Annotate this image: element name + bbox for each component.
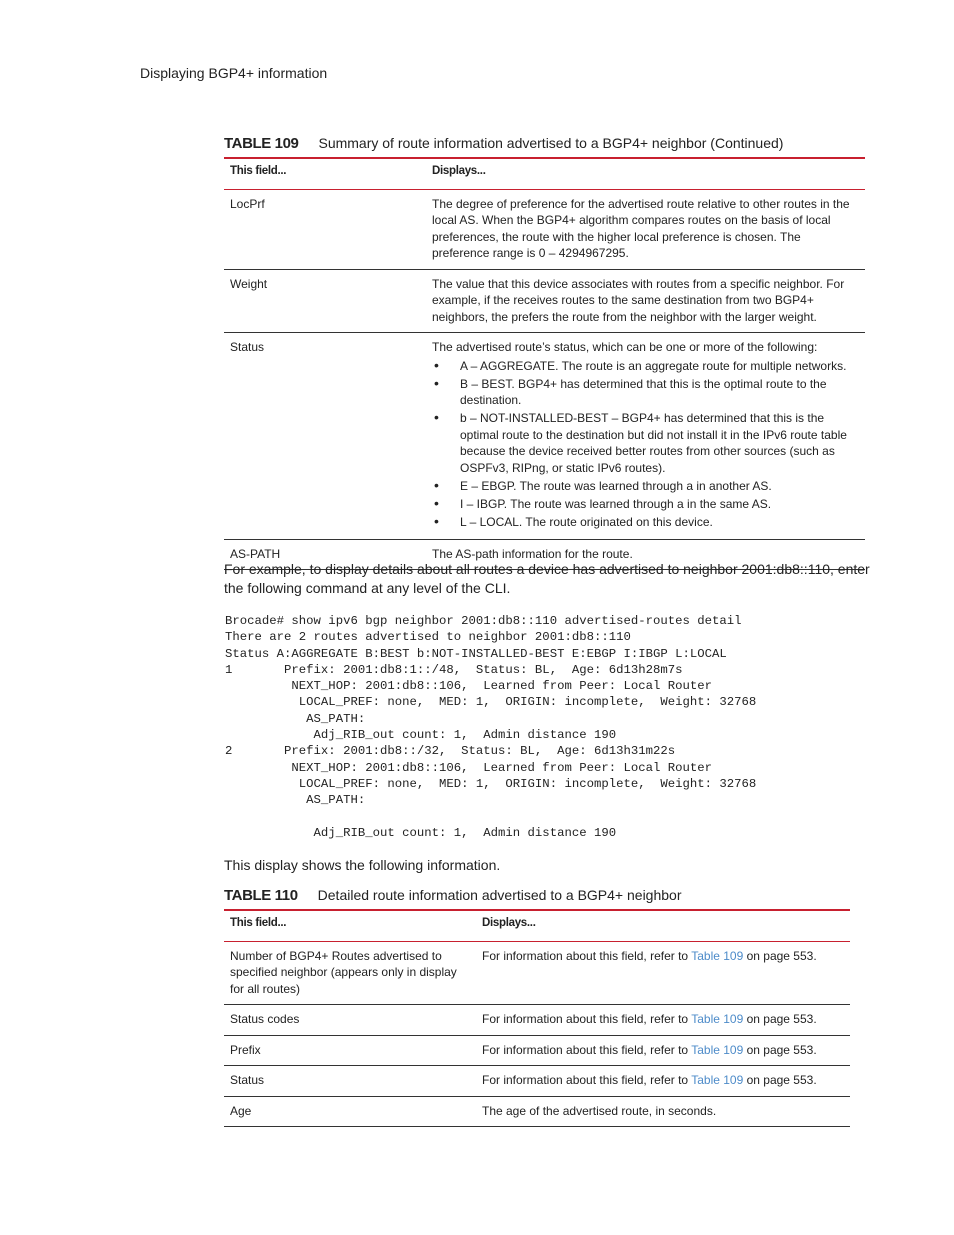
list-item: [432, 514, 859, 531]
bullet-icon: •: [434, 512, 439, 529]
cli-line: There are 2 routes advertised to neighbor 2001:db8::110: [225, 630, 631, 645]
intro-paragraph: For example, to display details about all routes a device has advertised to neighbor 2001:db8::110, enter the following command at any level of the CLI.: [224, 561, 870, 596]
ref-text: For information about this field, refer to: [482, 1042, 692, 1057]
description-cell: The AS-path information for the route.: [426, 539, 865, 570]
list-item-text: E – EBGP. The route was learned through a in another AS.: [460, 478, 772, 493]
column-header-field: This field...: [224, 158, 426, 189]
list-item-text: B – BEST. BGP4+ has determined that this is the optimal route to the destination.: [460, 376, 827, 407]
cli-line: 1 Prefix: 2001:db8:1::/48, Status: BL, Age: 6d13h28m7s: [225, 662, 683, 677]
table-row: [224, 1005, 850, 1036]
cli-line: Adj_RIB_out count: 1, Admin distance 190: [225, 825, 617, 840]
running-header: Displaying BGP4+ information: [140, 65, 328, 81]
ref-text: on page 553.: [743, 1042, 817, 1057]
description-cell: [426, 333, 865, 540]
table-109-caption: [224, 135, 783, 152]
bullet-icon: •: [434, 476, 439, 493]
bullet-icon: •: [434, 494, 439, 511]
description-cell: The age of the advertised route, in seconds.: [476, 1096, 850, 1127]
table-title: Detailed route information advertised to a BGP4+ neighbor: [317, 887, 682, 903]
ref-text: on page 553.: [743, 1012, 817, 1026]
following-paragraph: This display shows the following information.: [224, 857, 501, 873]
field-cell: Prefix: [224, 1035, 476, 1066]
description-cell: [476, 941, 850, 1005]
table-109-link[interactable]: Table 109: [691, 1012, 744, 1026]
ref-text: For information about this field, refer to: [482, 948, 692, 963]
table-109-link[interactable]: Table 109: [691, 1042, 744, 1057]
cli-line: Adj_RIB_out count: 1, Admin distance 190: [225, 728, 617, 743]
ref-text: For information about this field, refer to: [482, 1012, 692, 1026]
list-item: [432, 358, 859, 375]
description-cell: The degree of preference for the advertised route relative to other routes in the local AS. When the BGP4+ algorithm compares routes on the basis of local preferences, the route with the higher local preference is chosen. The preference range is 0 – 4294967295.: [426, 189, 865, 269]
list-item: [432, 478, 859, 495]
cli-line: AS_PATH:: [225, 711, 366, 726]
field-cell: LocPrf: [224, 189, 426, 269]
bullet-icon: •: [434, 409, 439, 425]
table-row: [224, 1096, 850, 1127]
table-row: [224, 269, 865, 333]
cli-line: NEXT_HOP: 2001:db8::106, Learned from Peer: Local Router: [225, 679, 713, 694]
description-cell: [476, 1035, 850, 1066]
field-cell: Status: [224, 333, 426, 540]
cli-line: LOCAL_PREF: none, MED: 1, ORIGIN: incomplete, Weight: 32768: [225, 776, 757, 791]
field-cell: Status: [224, 1066, 476, 1097]
table-number: TABLE 110: [224, 887, 298, 904]
cli-line: LOCAL_PREF: none, MED: 1, ORIGIN: incomplete, Weight: 32768: [225, 695, 757, 710]
ref-text: on page 553.: [743, 1073, 817, 1087]
list-item: [432, 496, 859, 513]
column-header-displays: Displays...: [426, 158, 865, 189]
field-cell: Weight: [224, 269, 426, 333]
table-row: [224, 189, 865, 269]
bullet-icon: •: [434, 374, 439, 391]
table-row: [224, 333, 865, 540]
table-row: [224, 1035, 850, 1066]
table-110-caption: [224, 887, 682, 904]
bullet-icon: •: [434, 356, 439, 373]
cli-line: NEXT_HOP: 2001:db8::106, Learned from Peer: Local Router: [225, 760, 713, 775]
column-header-displays: Displays...: [476, 910, 850, 941]
cli-line: AS_PATH:: [225, 793, 366, 808]
list-item-text: I – IBGP. The route was learned through a in the same AS.: [460, 496, 772, 511]
description-cell: The value that this device associates with routes from a specific neighbor. For example, if the receives routes to the same destination from two BGP4+ neighbors, the prefers the route from the neighbor with the larger weight.: [426, 269, 865, 333]
table-109: [224, 157, 865, 570]
description-cell: [476, 1005, 850, 1036]
cli-line: Status A:AGGREGATE B:BEST b:NOT-INSTALLED-BEST E:EBGP I:IBGP L:LOCAL: [225, 646, 727, 661]
table-109-link[interactable]: Table 109: [691, 1073, 744, 1087]
field-cell: Number of BGP4+ Routes advertised to specified neighbor (appears only in display for all routes): [224, 941, 476, 1005]
description-cell: [476, 1066, 850, 1097]
ref-text: on page 553.: [743, 948, 817, 963]
list-item-text: b – NOT-INSTALLED-BEST – BGP4+ has determined that this is the optimal route to the destination but did not install it in the IPv6 route table because the device received better routes from other sources (such as OSPFv3, RIPng, or static IPv6 routes).: [460, 411, 847, 475]
field-cell: Age: [224, 1096, 476, 1127]
status-list: [432, 358, 859, 531]
field-cell: AS-PATH: [224, 539, 426, 570]
status-intro: The advertised route’s status, which can be one or more of the following:: [432, 340, 818, 354]
list-item: [432, 410, 859, 476]
column-header-field: This field...: [224, 910, 476, 941]
list-item-text: L – LOCAL. The route originated on this device.: [460, 514, 713, 529]
cli-line: 2 Prefix: 2001:db8::/32, Status: BL, Age: 6d13h31m22s: [225, 744, 676, 759]
field-cell: Status codes: [224, 1005, 476, 1036]
list-item: [432, 376, 859, 409]
table-title: Summary of route information advertised to a BGP4+ neighbor (Continued): [318, 135, 784, 151]
table-row: [224, 1066, 850, 1097]
cli-output: [225, 613, 756, 841]
table-number: TABLE 109: [224, 135, 299, 152]
table-110: [224, 909, 850, 1127]
table-109-link[interactable]: Table 109: [691, 948, 744, 963]
table-row: [224, 941, 850, 1005]
cli-line: Brocade# show ipv6 bgp neighbor 2001:db8::110 advertised-routes detail: [225, 614, 742, 628]
ref-text: For information about this field, refer to: [482, 1073, 692, 1087]
list-item-text: A – AGGREGATE. The route is an aggregate route for multiple networks.: [460, 358, 847, 373]
